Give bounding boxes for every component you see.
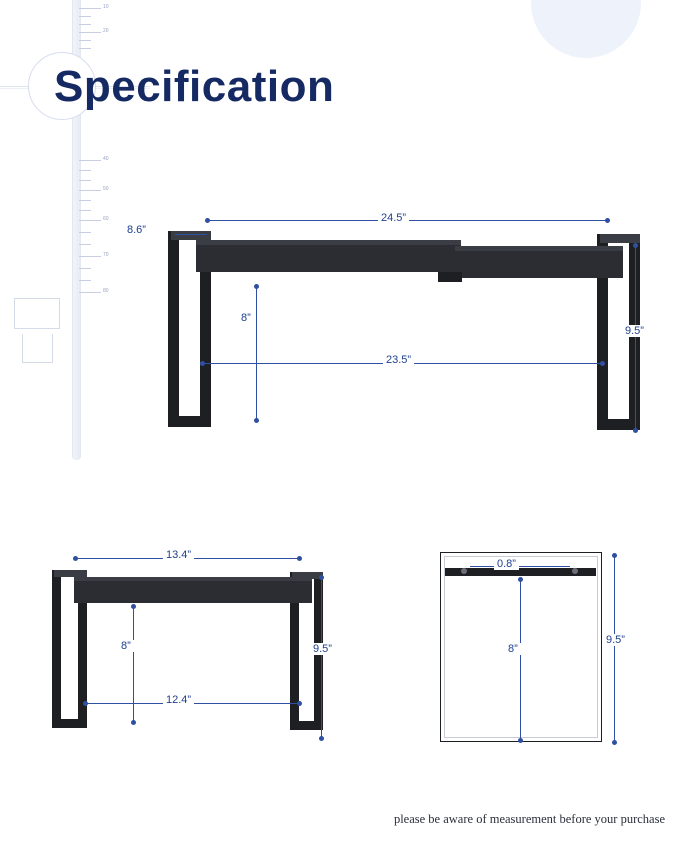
dim-dot xyxy=(131,604,136,609)
dim-dot xyxy=(633,428,638,433)
dim-bar-thickness-label: 0.8” xyxy=(494,558,519,570)
dim-dot xyxy=(83,701,88,706)
dim-total-height-line xyxy=(635,246,636,430)
dim-dot xyxy=(297,701,302,706)
dim-dot xyxy=(633,243,638,248)
dim-depth-line xyxy=(175,234,207,235)
dim-small-inner-height-line xyxy=(133,607,134,722)
dim-dot xyxy=(297,556,302,561)
dim-small-top-width-label: 13.4” xyxy=(163,549,194,561)
dim-inner-height-line xyxy=(256,287,257,421)
dim-inner-height-label: 8” xyxy=(238,312,254,324)
footer-note: please be aware of measurement before your purchase xyxy=(393,812,665,826)
dim-top-outer-depth-label: 9.5” xyxy=(603,634,628,646)
dim-top-outer-depth-line xyxy=(614,556,615,742)
dim-dot xyxy=(73,556,78,561)
dim-small-total-height-label: 9.5” xyxy=(310,643,335,655)
dim-dot xyxy=(605,218,610,223)
dim-dot xyxy=(254,284,259,289)
page-title: Specification xyxy=(54,62,335,111)
dim-dot xyxy=(254,418,259,423)
dim-small-inner-width-label: 12.4” xyxy=(163,694,194,706)
dim-top-inner-depth-label: 8” xyxy=(505,643,521,655)
dim-dot xyxy=(205,218,210,223)
dim-small-total-height-line xyxy=(321,578,322,738)
dim-dot xyxy=(200,361,205,366)
dim-dot xyxy=(131,720,136,725)
dim-dot xyxy=(600,361,605,366)
dim-top-inner-depth-line xyxy=(520,580,521,740)
dim-dot xyxy=(319,736,324,741)
dim-depth-label: 8.6” xyxy=(124,224,149,236)
decorative-circle-large xyxy=(531,0,641,58)
ruler-ticks: 10 20 40 50 60 70 80 xyxy=(79,0,115,320)
dim-bar-thickness-line xyxy=(470,566,570,567)
dim-total-height-label: 9.5” xyxy=(622,325,647,337)
dim-inner-width-label: 23.5” xyxy=(383,354,414,366)
dim-small-inner-height-label: 8” xyxy=(118,640,134,652)
dim-dot xyxy=(612,553,617,558)
dim-dot xyxy=(612,740,617,745)
dim-top-width-label: 24.5” xyxy=(378,212,409,224)
dim-dot xyxy=(319,575,324,580)
decorative-mini-sketch xyxy=(8,292,66,402)
dim-dot xyxy=(518,577,523,582)
dim-dot xyxy=(518,738,523,743)
